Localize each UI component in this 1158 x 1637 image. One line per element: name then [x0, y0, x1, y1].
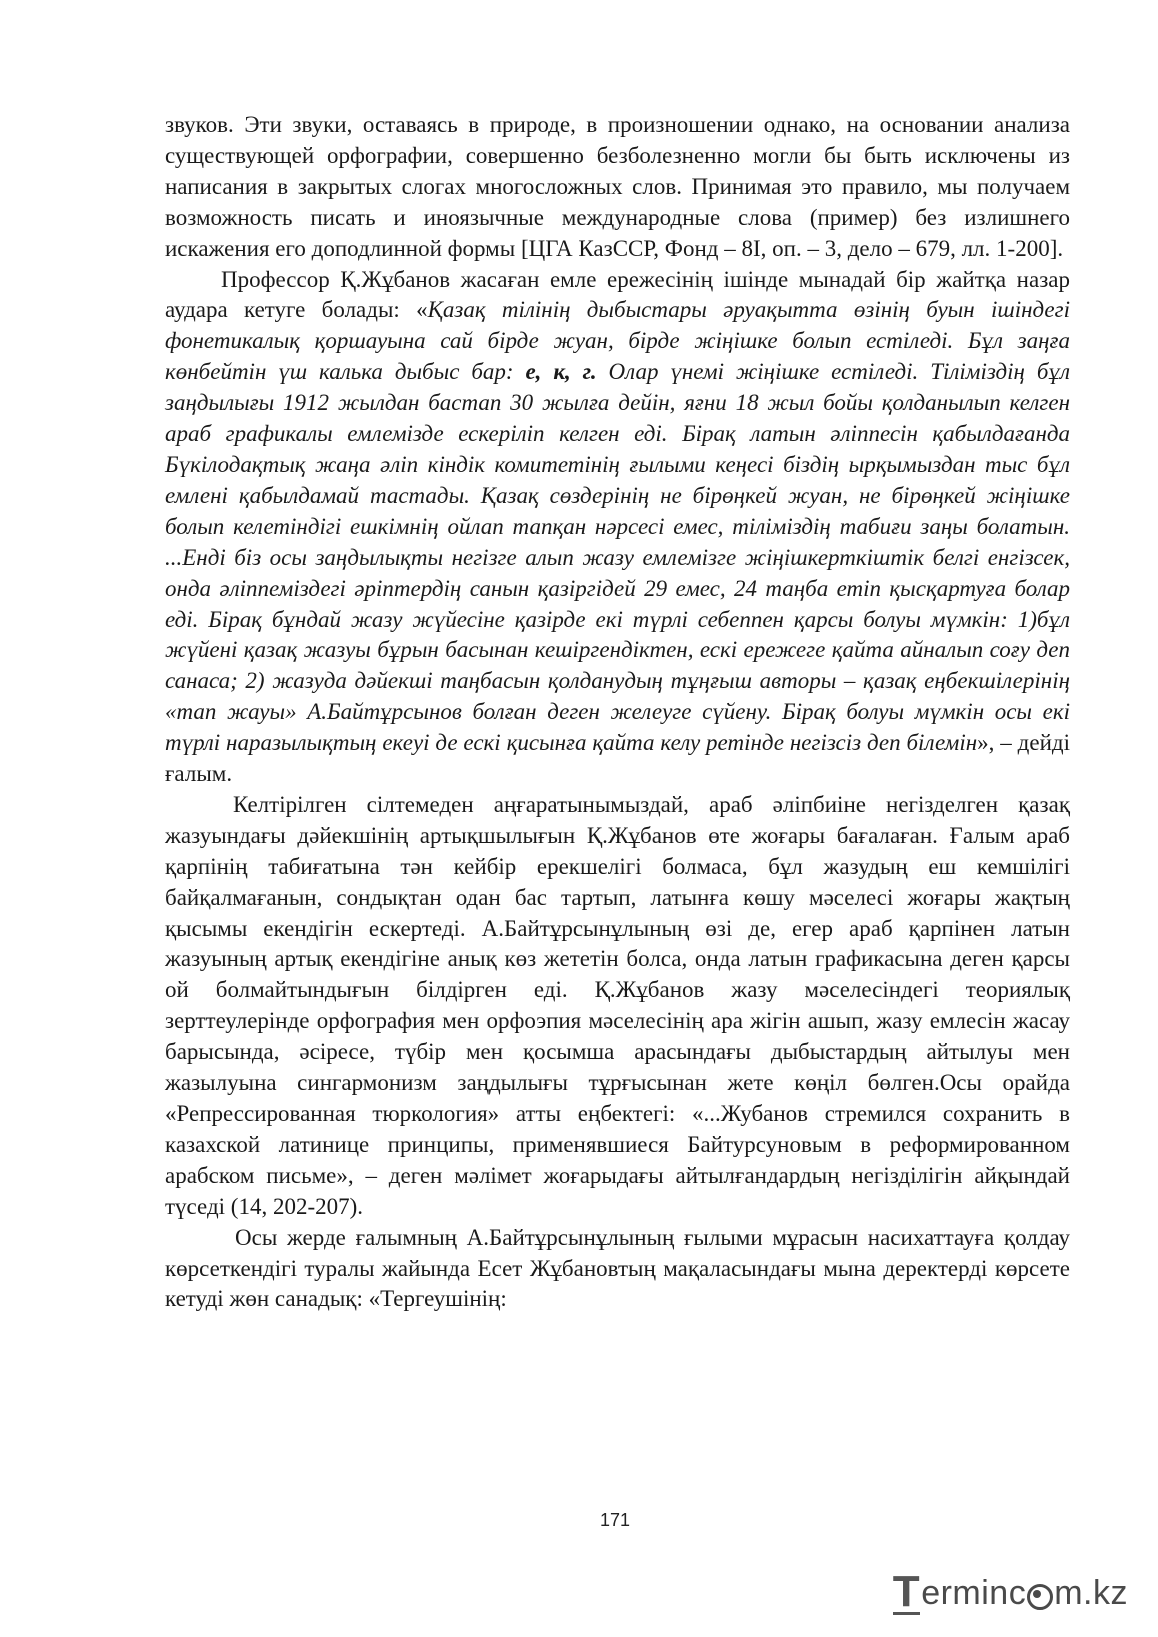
paragraph-4: Осы жерде ғалымның А.Байтұрсынұлының ғылыми мұрасын насихаттауға қолдау көрсеткендігі туралы жайында Есет Жұбановтың мақаласындағы мына деректерді көрсете кетуді жөн санадық: «Тергеушінің:: [165, 1224, 1070, 1312]
quote-bold-letters: е, к, г.: [525, 359, 597, 385]
paragraph-1: звуков. Эти звуки, оставаясь в природе, в произношении однако, на основании анализа существующей орфографии, совершенно безболезненно могли бы быть исключены из написания в закрытых слогах многосложных слов. Принимая это правило, мы получаем возможность писать и иноязычные международные слова (пример) без излишнего искажения его доподлинной формы [ЦГА КазССР, Фонд – 8І, оп. – 3, дело – 679, лл. 1-200].: [165, 112, 1070, 261]
page-number: 171: [599, 1510, 631, 1530]
watermark-o-icon: [1027, 1584, 1053, 1610]
watermark-text-2: m.kz: [1054, 1574, 1128, 1612]
watermark-text-1: erminc: [921, 1574, 1027, 1612]
watermark-t: T: [892, 1567, 921, 1616]
termincom-watermark: [892, 1567, 1128, 1616]
quote-part-2: Олар үнемі жіңішке естіледі. Тіліміздің бұл заңдылығы 1912 жылдан бастап 30 жылға дейін, яғни 18 жыл бойы қолданылып келген араб графикалы емлемізде ескеріліп келген еді. Бірақ латын әліппесін қабылдағанда Бүкілодақтық жаңа әліп кіндік комитетінің ғылыми кеңесі біздің ырқымыздан тыс бұл емлені қабылдамай тастады. Қазақ сөздерінің не бірөңкей жуан, не бірөңкей жіңішке болып келетіндігі ешкімнің ойлап тапқан нәрсесі емес, тіліміздің табиғи заңы болатын. ...Енді біз осы заңдылықты негізге алып жазу емлемізге жіңішкерткіштік белгі енгізсек, онда әліппеміздегі әріптердің санын қазіргідей 29 емес, 24 таңба етіп қысқартуға болар еді. Бірақ бұндай жазу жүйесіне қазірде екі түрлі себеппен қарсы болуы мүмкін: 1)бұл жүйені қазақ жазуы бұрын басынан кешіргендіктен, ескі ережеге қайта айналып соғу деп санаса; 2) жазуда дәйекші таңбасын қолданудың тұңғыш авторы – қазақ еңбекшілерінің «тап жауы» А.Байтұрсынов болған деген желеуге сүйену. Бірақ болуы мүмкін осы екі түрлі наразылықтың екеуі де ескі қисынға қайта келу ретінде негізсіз деп білемін: [165, 359, 1070, 756]
document-body: [165, 110, 1070, 1315]
quote-part-1: Қазақ тілінің дыбыстары әруақытта өзінің буын ішіндегі фонетикалық қоршауына сай бірде жуан, бірде жіңішке болып естіледі. Бұл заңға көнбейтін үш калька дыбыс бар:: [165, 297, 1070, 385]
paragraph-2-outro: », – дейді ғалым.: [165, 730, 1070, 787]
paragraph-3: Келтірілген сілтемеден аңғаратынымыздай, араб әліпбиіне негізделген қазақ жазуындағы дәйекшінің артықшылығын Қ.Жұбанов өте жоғары бағалаған. Ғалым араб қарпінің табиғатына тән кейбір ерекшелігі болмаса, бұл жазудың еш кемшілігі байқалмағанын, сондықтан одан бас тартып, латынға көшу мәселесі жоғары жақтың қысымы екендігін ескертеді. А.Байтұрсынұлының өзі де, егер араб қарпінен латын жазуының артық екендігіне анық көз жететін болса, онда латын графикасына деген қарсы ой болмайтындығын білдірген еді. Қ.Жұбанов жазу мәселесіндегі теориялық зерттеулерінде орфография мен орфоэпия мәселесінің ара жігін ашып, жазу емлесін жасау барысында, әсіресе, түбір мен қосымша арасындағы дыбыстардың айтылуы мен жазылуына сингармонизм заңдылығы тұрғысынан жете көңіл бөлген.Осы орайда «Репрессированная тюркология» атты еңбектегі: «...Жубанов стремился сохранить в казахской латинице принципы, применявшиеся Байтурсуновым в реформированном арабском письме», – деген мәлімет жоғарыдағы айтылғандардың негізділігін айқындай түседі (14, 202-207).: [165, 791, 1070, 1219]
paragraph-2-intro: Профессор Қ.Жұбанов жасаған емле ережесінің ішінде мынадай бір жайтқа назар аудара кетуге болады: «: [165, 266, 1070, 323]
paragraph-2: [165, 265, 1070, 790]
